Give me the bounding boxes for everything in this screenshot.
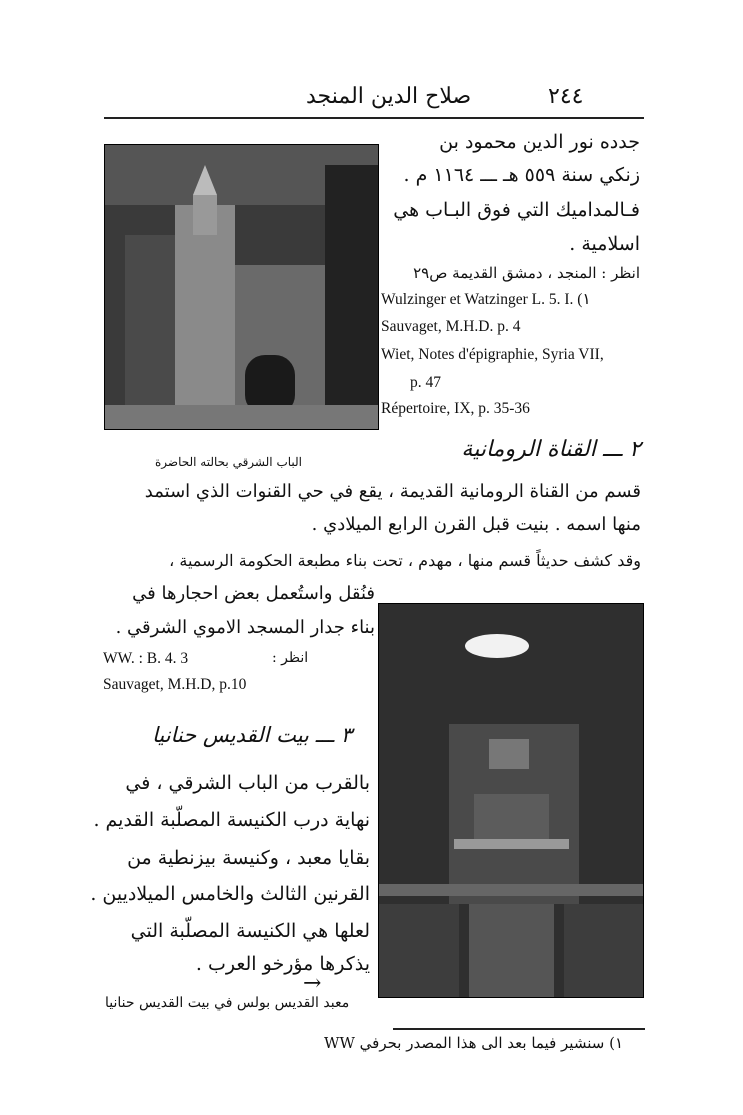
section3-line-5: لعلها هي الكنيسة المصلّبة التي xyxy=(130,920,370,942)
section1-line-3: فـالمداميك التي فوق البـاب هي xyxy=(393,199,640,221)
section1-ref-3: Wiet, Notes d'épigraphie, Syria VII, xyxy=(381,346,604,363)
section2-line-5: بناء جدار المسجد الاموي الشرقي . xyxy=(115,617,375,638)
photo1-caption: الباب الشرقي بحالته الحاضرة xyxy=(155,455,303,469)
section3-line-2: نهاية درب الكنيسة المصلّبة القديم . xyxy=(93,809,370,831)
photo2-caption: معبد القديس بولس في بيت القديس حنانيا xyxy=(105,995,350,1011)
section2-line-1: قسم من القناة الرومانية القديمة ، يقع في حي القنوات الذي استمد xyxy=(144,481,641,502)
page-number: ٢٤٤ xyxy=(548,84,584,109)
photo-ananias-chapel xyxy=(378,603,644,998)
photo-east-gate xyxy=(104,144,379,430)
section2-ref-2: Sauvaget, M.H.D, p.10 xyxy=(103,676,247,693)
chapel-image xyxy=(379,604,643,997)
section2-ref-arabic: انظر : xyxy=(272,650,309,666)
section2-line-2: منها اسمه . بنيت قبل القرن الرابع الميلادي . xyxy=(311,514,641,535)
section2-line-3: وقد كشف حديثاً قسم منها ، مهدم ، تحت بناء مطبعة الحكومة الرسمية ، xyxy=(169,551,641,570)
arrow-icon: → xyxy=(303,971,322,996)
section1-ref-2: Sauvaget, M.H.D. p. 4 xyxy=(381,318,521,335)
section1-ref-5: Répertoire, IX, p. 35-36 xyxy=(381,400,530,417)
section1-ref-1: Wulzinger et Watzinger L. 5. I. (١ xyxy=(381,291,591,308)
section1-ref-4: p. 47 xyxy=(410,374,441,391)
footnote-rule xyxy=(393,1028,645,1030)
footnote-text: ١) سنشير فيما بعد الى هذا المصدر بحرفي WW xyxy=(324,1034,623,1052)
section3-heading: ٣ ـــ بيت القديس حنانيا xyxy=(151,723,352,747)
section2-line-4: فنُقل واستُعمل بعض احجارها في xyxy=(132,583,375,604)
section1-line-4: اسلامية . xyxy=(569,233,640,255)
section2-heading: ٢ ـــ القناة الرومانية xyxy=(461,437,641,462)
section2-ref-1: WW. : B. 4. 3 xyxy=(103,650,189,667)
east-gate-image xyxy=(105,145,378,429)
section1-line-1: جدده نور الدين محمود بن xyxy=(439,131,640,153)
section1-ref-arabic: انظر : المنجد ، دمشق القديمة ص٢٩ xyxy=(413,264,640,282)
section3-line-4: القرنين الثالث والخامس الميلاديين . xyxy=(90,883,370,905)
header-rule xyxy=(104,117,644,119)
section3-line-6: يذكرها مؤرخو العرب . xyxy=(195,953,370,975)
section3-line-1: بالقرب من الباب الشرقي ، في xyxy=(125,772,370,794)
section3-line-3: بقايا معبد ، وكنيسة بيزنطية من xyxy=(127,847,370,869)
section1-line-2: زنكي سنة ٥٥٩ هـ ـــ ١١٦٤ م . xyxy=(403,164,640,186)
running-title: صلاح الدين المنجد xyxy=(306,84,472,109)
